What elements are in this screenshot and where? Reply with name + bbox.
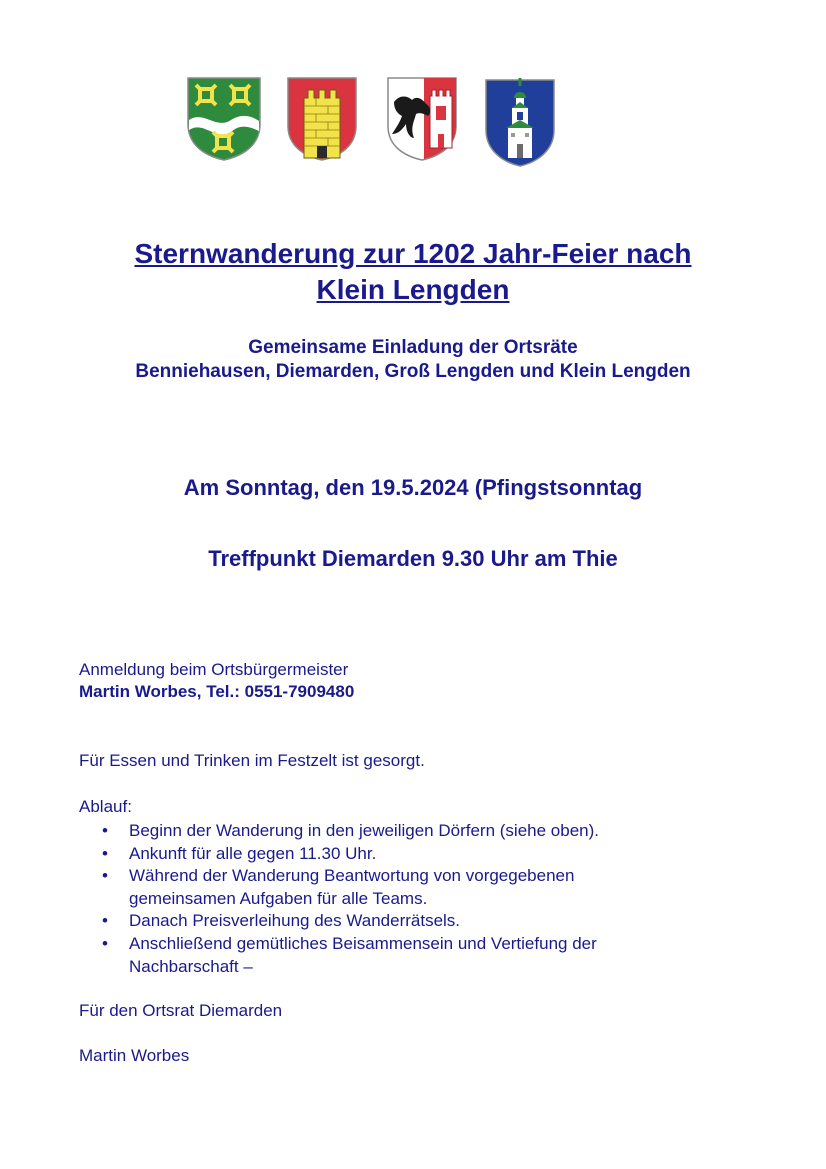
event-date: Am Sonntag, den 19.5.2024 (Pfingstsonntag xyxy=(183,475,643,500)
list-item-text: Danach Preisverleihung des Wanderrätsels. xyxy=(129,911,461,931)
crest-klein-lengden-icon xyxy=(484,76,556,168)
list-item xyxy=(79,910,699,933)
crest-benniehausen-icon xyxy=(186,76,262,162)
subtitle-line-2: Benniehausen, Diemarden, Groß Lengden und Klein Lengden xyxy=(135,361,691,382)
meeting-point: Treffpunkt Diemarden 9.30 Uhr am Thie xyxy=(208,546,618,571)
coat-of-arms-row xyxy=(186,76,566,172)
list-item-text: Während der Wanderung Beantwortung von vorgegebenen gemeinsamen Aufgaben für alle Teams. xyxy=(129,866,575,908)
title-line-2: Klein Lengden xyxy=(316,274,510,305)
food-note: Für Essen und Trinken im Festzelt ist gesorgt. xyxy=(79,751,425,770)
list-item-text: Ankunft für alle gegen 11.30 Uhr. xyxy=(129,843,377,863)
list-item-text: Anschließend gemütliches Beisammensein und Vertiefung der Nachbarschaft – xyxy=(129,933,597,976)
bullet-icon: • xyxy=(102,933,108,953)
schedule-list xyxy=(79,820,699,978)
bullet-icon: • xyxy=(102,843,108,863)
registration-label: Anmeldung beim Ortsbürgermeister xyxy=(79,660,349,679)
crest-gross-lengden-icon xyxy=(386,76,458,162)
registration-block xyxy=(79,659,354,703)
bullet-icon: • xyxy=(102,821,108,840)
list-item-text: Beginn der Wanderung in den jeweiligen Dörfern (siehe oben). xyxy=(129,821,599,840)
title-line-1: Sternwanderung zur 1202 Jahr-Feier nach xyxy=(134,238,692,269)
crest-diemarden-icon xyxy=(286,76,358,162)
bullet-icon: • xyxy=(102,911,108,931)
registration-contact: Martin Worbes, Tel.: 0551-7909480 xyxy=(79,682,355,701)
list-item xyxy=(79,865,699,910)
list-item xyxy=(79,843,699,866)
list-item xyxy=(79,933,699,978)
signature-name: Martin Worbes xyxy=(79,1046,190,1065)
subtitle-line-1: Gemeinsame Einladung der Ortsräte xyxy=(248,337,578,358)
page-title xyxy=(60,236,766,308)
signature-org: Für den Ortsrat Diemarden xyxy=(79,1001,283,1020)
list-item xyxy=(79,820,699,843)
bullet-icon: • xyxy=(102,866,108,886)
invitation-subtitle xyxy=(40,336,786,384)
schedule-heading: Ablauf: xyxy=(79,797,132,816)
